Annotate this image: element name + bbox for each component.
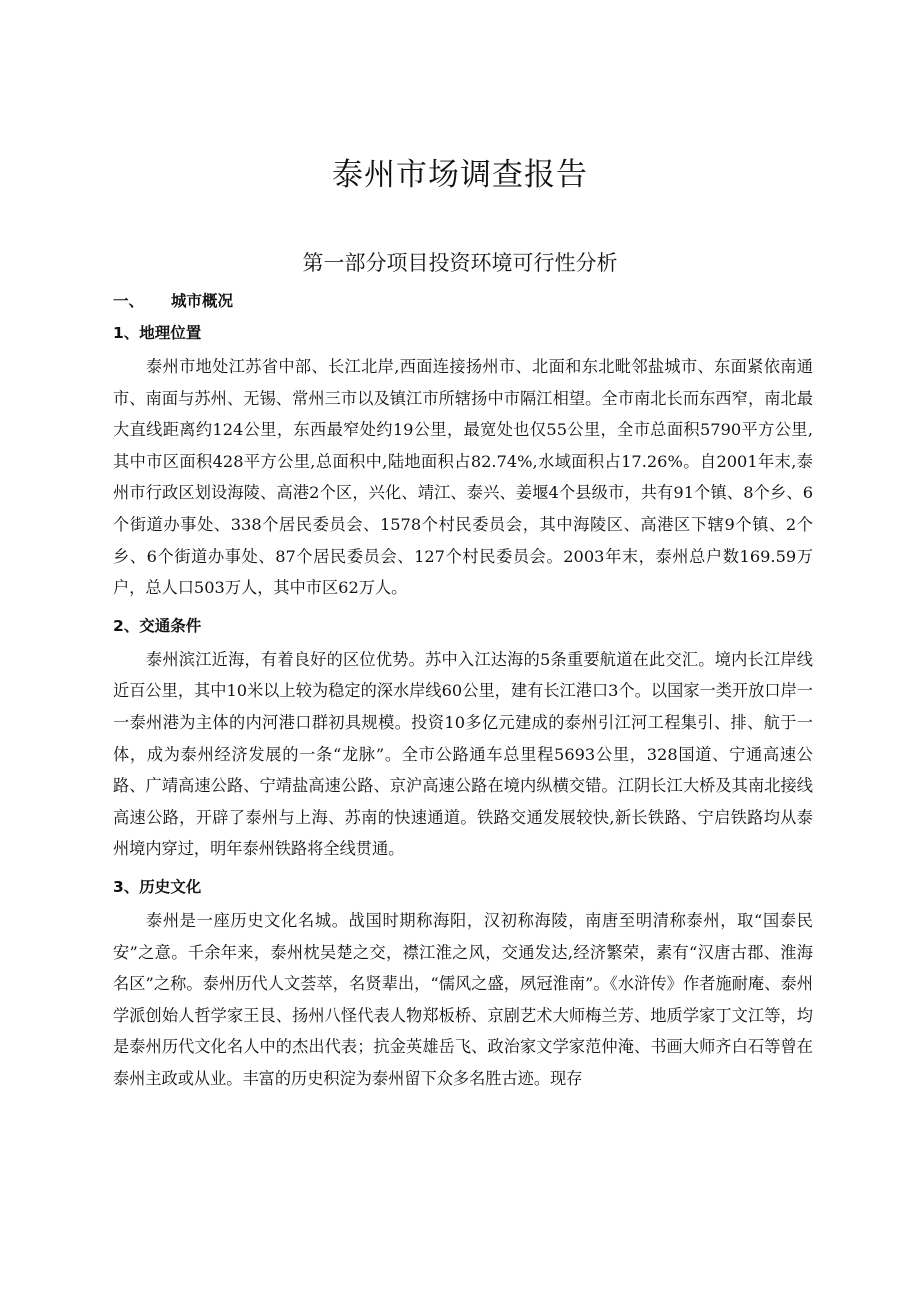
paragraph-transport: 泰州滨江近海，有着良好的区位优势。苏中入江达海的5条重要航道在此交汇。境内长江岸线近百公里，其中10米以上较为稳定的深水岸线60公里，建有长江港口3个。以国家一类开放口岸一一泰州港为主体的内河港口群初具规模。投资10多亿元建成的泰州引江河工程集引、排、航于一体，成为泰州经济发展的一条“龙脉”。全市公路通车总里程5693公里，328国道、宁通高速公路、广靖高速公路、宁靖盐高速公路、京沪高速公路在境内纵横交错。江阴长江大桥及其南北接线高速公路，开辟了泰州与上海、苏南的快速通道。铁路交通发展较快,新长铁路、宁启铁路均从泰州境内穿过，明年泰州铁路将全线贯通。: [113, 649, 813, 859]
subsection-heading-history: 3、历史文化: [113, 877, 202, 896]
subsection-heading-transport: 2、交通条件: [113, 616, 202, 635]
document-body: [113, 285, 813, 1100]
paragraph-geography: 泰州市地处江苏省中部、长江北岸,西面连接扬州市、北面和东北毗邻盐城市、东面紧依南通市、南面与苏州、无锡、常州三市以及镇江市所辖扬中市隔江相望。全市南北长而东西窄，南北最大直线距离约124公里，东西最窄处约19公里，最宽处也仅55公里，全市总面积5790平方公里,其中市区面积428平方公里,总面积中,陆地面积占82.74%,水域面积占17.26%。自2001年末,泰州市行政区划设海陵、高港2个区，兴化、靖江、泰兴、姜堰4个县级市，共有91个镇、8个乡、6个街道办事处、338个居民委员会、1578个村民委员会，其中海陵区、高港区下辖9个镇、2个乡、6个街道办事处、87个居民委员会、127个村民委员会。2003年末，泰州总户数169.59万户，总人口503万人，其中市区62万人。: [113, 357, 813, 598]
section-number: 一、: [113, 292, 145, 310]
section-heading-city-overview: [113, 285, 813, 317]
subsection-heading-geography: 1、地理位置: [113, 324, 202, 342]
document-title: 泰州市场调查报告: [332, 157, 588, 193]
paragraph-history: 泰州是一座历史文化名城。战国时期称海阳，汉初称海陵，南唐至明清称泰州，取“国泰民安”之意。千余年来，泰州枕吴楚之交，襟江淮之风，交通发达,经济繁荣，素有“汉唐古郡、淮海名区”之称。泰州历代人文荟萃，名贤辈出，“儒风之盛，夙冠淮南”。《水浒传》作者施耐庵、泰州学派创始人哲学家王艮、扬州八怪代表人物郑板桥、京剧艺术大师梅兰芳、地质学家丁文江等，均是泰州历代文化名人中的杰出代表；抗金英雄岳飞、政治家文学家范仲淹、书画大师齐白石等曾在泰州主政或从业。丰富的历史积淀为泰州留下众多名胜古迹。现存: [113, 910, 813, 1088]
section-label: 城市概况: [171, 292, 234, 310]
part-title: 第一部分项目投资环境可行性分析: [302, 251, 618, 275]
